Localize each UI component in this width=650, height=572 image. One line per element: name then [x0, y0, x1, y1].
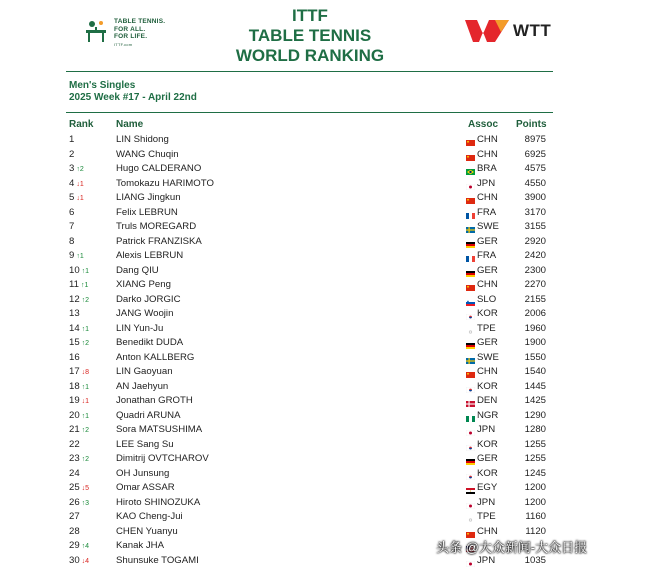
column-header-name: Name — [116, 119, 144, 130]
table-row — [0, 264, 650, 279]
rank-number: 2 — [69, 148, 75, 160]
category-label: Men's Singles — [69, 80, 136, 91]
rank-up-icon: ↑2 — [76, 166, 84, 173]
table-row — [0, 380, 650, 395]
player-name: Dang QIU — [116, 264, 159, 276]
assoc-cell: KOR — [477, 380, 498, 392]
rank-up-icon: ↑4 — [81, 543, 90, 550]
assoc-cell: GER — [477, 235, 498, 247]
assoc-cell: JPN — [477, 177, 496, 189]
points-cell: 1245 — [524, 467, 546, 479]
flag-fra-icon — [466, 253, 475, 259]
rank-cell — [69, 307, 109, 322]
rank-number: 10 — [69, 264, 80, 276]
player-name: Jonathan GROTH — [116, 395, 193, 406]
rank-number: 9 — [69, 250, 75, 261]
column-header-rank: Rank — [69, 119, 94, 130]
rank-number: 16 — [69, 351, 80, 363]
assoc-cell: BRA — [477, 163, 497, 174]
flag-jpn-icon — [466, 500, 475, 506]
assoc-cell: GER — [477, 264, 498, 276]
rank-up-icon: ↑1 — [81, 325, 90, 333]
rank-cell — [69, 351, 109, 366]
rank-number: 7 — [69, 221, 75, 232]
assoc-cell: GER — [477, 337, 498, 348]
points-cell: 1290 — [524, 409, 546, 421]
table-row — [0, 423, 650, 438]
player-name: CHEN Yuanyu — [116, 525, 178, 537]
rank-up-icon: ↑2 — [81, 340, 90, 347]
player-name: Quadri ARUNA — [116, 409, 181, 421]
rank-number: 13 — [69, 308, 80, 319]
flag-den-icon — [466, 398, 475, 404]
table-row — [0, 351, 650, 366]
points-cell: 1960 — [524, 322, 546, 334]
flag-chn-icon — [466, 195, 475, 201]
points-cell: 1550 — [524, 351, 546, 363]
assoc-cell: TPE — [477, 322, 496, 334]
player-name: Shunsuke TOGAMI — [116, 554, 199, 566]
column-header-assoc: Assoc — [468, 119, 499, 130]
ittf-logo-url: ITTF.com — [114, 41, 133, 47]
player-name: Sora MATSUSHIMA — [116, 424, 203, 435]
wtt-wordmark: WTT — [513, 21, 552, 40]
rank-number: 17 — [69, 366, 80, 377]
table-row — [0, 336, 650, 351]
flag-egy-icon — [466, 485, 475, 491]
title-line: WORLD RANKING — [235, 46, 385, 65]
player-name: LEE Sang Su — [116, 438, 174, 450]
rank-cell — [69, 249, 109, 265]
player-name: Patrick FRANZISKA — [116, 235, 202, 247]
rank-up-icon: ↑2 — [81, 296, 90, 304]
points-cell: 2420 — [524, 250, 546, 261]
ranking-subtitle — [69, 80, 197, 104]
table-row — [0, 278, 650, 293]
ittf-logo-line: TABLE TENNIS. — [114, 18, 166, 25]
rank-cell — [69, 133, 109, 148]
rank-cell — [69, 177, 109, 193]
rank-cell — [69, 409, 109, 425]
table-divider — [66, 112, 553, 113]
assoc-cell: KOR — [477, 438, 498, 450]
player-name: LIANG Jingkun — [116, 192, 181, 203]
wtt-logo — [465, 20, 551, 42]
assoc-cell: GER — [477, 453, 498, 464]
flag-kor-icon — [466, 471, 475, 477]
rank-cell — [69, 264, 109, 280]
page-header — [0, 0, 650, 70]
table-row — [0, 249, 650, 264]
table-row — [0, 206, 650, 221]
points-cell: 4550 — [524, 177, 546, 189]
points-cell: 2155 — [524, 293, 546, 305]
header-divider — [66, 71, 553, 72]
watermark: 头条 @大众新闻-大众日报 — [436, 540, 588, 555]
rank-cell — [69, 554, 109, 570]
rank-cell — [69, 438, 109, 453]
flag-ger-icon — [466, 268, 475, 274]
rank-cell — [69, 336, 109, 352]
player-name: Truls MOREGARD — [116, 221, 197, 232]
title-line: TABLE TENNIS — [248, 26, 372, 45]
rank-cell — [69, 148, 109, 163]
rank-number: 22 — [69, 438, 80, 450]
player-name: JANG Woojin — [116, 308, 174, 319]
player-name: XIANG Peng — [116, 279, 171, 290]
flag-ger-icon — [466, 456, 475, 462]
flag-jpn-icon — [466, 427, 475, 433]
flag-fra-icon — [466, 210, 475, 216]
player-name: KAO Cheng-Jui — [116, 511, 183, 522]
rank-up-icon: ↑1 — [81, 267, 90, 275]
points-cell: 1035 — [524, 554, 546, 566]
rank-up-icon: ↑2 — [81, 456, 90, 463]
assoc-cell: EGY — [477, 482, 498, 493]
flag-chn-icon — [466, 152, 475, 158]
flag-bra-icon — [466, 166, 475, 172]
flag-kor-icon — [466, 311, 475, 317]
player-name: Kanak JHA — [116, 540, 164, 551]
points-cell: 1255 — [524, 438, 546, 450]
table-row — [0, 467, 650, 482]
rank-cell — [69, 220, 109, 235]
assoc-cell: KOR — [477, 467, 498, 479]
assoc-cell: TPE — [477, 511, 496, 522]
assoc-cell: FRA — [477, 250, 497, 261]
rank-up-icon: ↑1 — [76, 253, 84, 260]
points-cell: 1160 — [525, 511, 546, 522]
flag-swe-icon — [466, 355, 475, 361]
flag-chn-icon — [466, 137, 475, 143]
wtt-mark-icon — [465, 20, 509, 42]
rank-cell — [69, 452, 109, 468]
rank-number: 5 — [69, 192, 75, 203]
rank-cell — [69, 481, 109, 497]
rank-cell — [69, 467, 109, 482]
ittf-logo — [84, 18, 165, 48]
flag-chn-icon — [466, 369, 475, 375]
table-row — [0, 220, 650, 235]
points-cell: 2920 — [524, 235, 546, 247]
points-cell: 2300 — [524, 264, 546, 276]
flag-jpn-icon — [466, 558, 475, 564]
rank-number: 4 — [69, 177, 75, 189]
rank-number: 11 — [69, 279, 79, 290]
points-cell: 1540 — [524, 366, 546, 377]
table-row — [0, 496, 650, 511]
points-cell: 3155 — [524, 221, 546, 232]
assoc-cell: KOR — [477, 308, 498, 319]
flag-ger-icon — [466, 239, 475, 245]
rank-cell — [69, 394, 109, 410]
player-name: Hugo CALDERANO — [116, 163, 202, 174]
table-row — [0, 452, 650, 467]
rank-number: 29 — [69, 540, 80, 551]
points-cell: 2270 — [524, 279, 546, 290]
assoc-cell: CHN — [477, 366, 498, 377]
assoc-cell: CHN — [477, 192, 498, 203]
player-name: Alexis LEBRUN — [116, 250, 184, 261]
rank-number: 12 — [69, 293, 80, 305]
points-cell: 4575 — [524, 163, 546, 174]
rank-cell — [69, 380, 109, 396]
rank-number: 19 — [69, 395, 80, 406]
rank-cell — [69, 423, 109, 439]
rank-number: 26 — [69, 496, 80, 508]
rank-cell — [69, 235, 109, 250]
points-cell: 3170 — [524, 206, 546, 218]
rank-number: 14 — [69, 322, 80, 334]
points-cell: 3900 — [524, 192, 546, 203]
rank-number: 23 — [69, 453, 80, 464]
assoc-cell: JPN — [477, 496, 496, 508]
rank-number: 20 — [69, 409, 80, 421]
rank-cell — [69, 496, 109, 512]
rank-number: 24 — [69, 467, 80, 479]
table-row — [0, 235, 650, 250]
rank-down-icon: ↓5 — [81, 485, 90, 492]
player-name: Tomokazu HARIMOTO — [116, 177, 214, 189]
rank-down-icon: ↓4 — [81, 557, 90, 565]
rank-number: 18 — [69, 380, 80, 392]
title-line: ITTF — [292, 6, 328, 25]
table-row — [0, 307, 650, 322]
table-row — [0, 293, 650, 308]
ittf-table-icon — [84, 18, 110, 44]
table-row — [0, 438, 650, 453]
table-row — [0, 365, 650, 380]
points-cell: 1200 — [524, 482, 546, 493]
table-row — [0, 409, 650, 424]
rank-cell — [69, 365, 109, 381]
player-name: Dimitrij OVTCHAROV — [116, 453, 209, 464]
player-name: LIN Shidong — [116, 134, 169, 145]
assoc-cell: JPN — [477, 554, 496, 566]
rank-number: 27 — [69, 511, 80, 522]
player-name: LIN Yun-Ju — [116, 322, 164, 334]
rank-up-icon: ↑1 — [81, 412, 90, 420]
rank-cell — [69, 162, 109, 178]
rank-number: 28 — [69, 525, 80, 537]
player-name: Felix LEBRUN — [116, 206, 178, 218]
table-row — [0, 177, 650, 192]
rank-up-icon: ↑1 — [81, 383, 90, 391]
rank-number: 15 — [69, 337, 80, 348]
assoc-cell: CHN — [477, 525, 498, 537]
points-cell: 1900 — [524, 337, 546, 348]
assoc-cell: SWE — [477, 221, 499, 232]
assoc-cell: CHN — [477, 134, 498, 145]
table-row — [0, 322, 650, 337]
points-cell: 6925 — [524, 148, 546, 160]
rank-number: 6 — [69, 206, 75, 218]
rank-number: 21 — [69, 424, 80, 435]
player-name: Hiroto SHINOZUKA — [116, 496, 201, 508]
points-cell: 8975 — [524, 134, 546, 145]
flag-tpe-icon — [466, 326, 475, 332]
flag-jpn-icon — [466, 181, 475, 187]
assoc-cell: SLO — [477, 293, 497, 305]
table-row — [0, 133, 650, 148]
points-cell: 1120 — [525, 525, 546, 537]
flag-slo-icon — [466, 297, 475, 303]
points-cell: 1280 — [524, 424, 546, 435]
assoc-cell: CHN — [477, 148, 498, 160]
rank-number: 1 — [69, 134, 75, 145]
flag-kor-icon — [466, 384, 475, 390]
rank-down-icon: ↓1 — [81, 398, 90, 405]
rank-number: 3 — [69, 163, 75, 174]
rank-down-icon: ↓1 — [76, 180, 84, 188]
points-cell: 2006 — [524, 308, 546, 319]
flag-chn-icon — [466, 529, 475, 535]
player-name: WANG Chuqin — [116, 148, 179, 160]
week-label: 2025 Week #17 - April 22nd — [69, 92, 197, 103]
assoc-cell: JPN — [477, 424, 496, 435]
table-row — [0, 481, 650, 496]
rank-cell — [69, 206, 109, 221]
player-name: OH Junsung — [116, 467, 170, 479]
points-cell: 1445 — [524, 380, 546, 392]
flag-ger-icon — [466, 340, 475, 346]
assoc-cell: DEN — [477, 395, 498, 406]
flag-kor-icon — [466, 442, 475, 448]
player-name: Benedikt DUDA — [116, 337, 184, 348]
ittf-logo-line: FOR LIFE. — [114, 33, 148, 40]
flag-chn-icon — [466, 282, 475, 288]
player-name: Omar ASSAR — [116, 482, 175, 493]
player-name: Darko JORGIC — [116, 293, 181, 305]
assoc-cell: FRA — [477, 206, 497, 218]
points-cell: 1200 — [524, 496, 546, 508]
rank-down-icon: ↓1 — [76, 195, 84, 202]
rank-cell — [69, 510, 109, 525]
assoc-cell: CHN — [477, 279, 498, 290]
ittf-logo-line: FOR ALL. — [114, 25, 146, 33]
assoc-cell: SWE — [477, 351, 499, 363]
rank-up-icon: ↑1 — [80, 282, 89, 289]
flag-tpe-icon — [466, 514, 475, 520]
flag-swe-icon — [466, 224, 475, 230]
table-row — [0, 191, 650, 206]
table-row — [0, 394, 650, 409]
flag-ngr-icon — [466, 413, 475, 419]
rank-cell — [69, 191, 109, 207]
rank-cell — [69, 322, 109, 338]
table-row — [0, 510, 650, 525]
rank-number: 25 — [69, 482, 80, 493]
table-row — [0, 162, 650, 177]
player-name: AN Jaehyun — [116, 380, 169, 392]
column-header-points: Points — [516, 119, 547, 130]
rank-down-icon: ↓8 — [81, 369, 90, 376]
table-row — [0, 148, 650, 163]
rank-cell — [69, 278, 109, 294]
rank-cell — [69, 293, 109, 309]
rank-cell — [69, 539, 109, 555]
page-title — [200, 6, 420, 66]
player-name: Anton KALLBERG — [116, 351, 195, 363]
rank-number: 8 — [69, 235, 75, 247]
points-cell: 1255 — [524, 453, 546, 464]
rank-up-icon: ↑2 — [81, 427, 90, 434]
assoc-cell: NGR — [477, 409, 499, 421]
player-name: LIN Gaoyuan — [116, 366, 173, 377]
rank-number: 30 — [69, 554, 80, 566]
rank-cell — [69, 525, 109, 540]
rank-up-icon: ↑3 — [81, 499, 90, 507]
points-cell: 1425 — [524, 395, 546, 406]
